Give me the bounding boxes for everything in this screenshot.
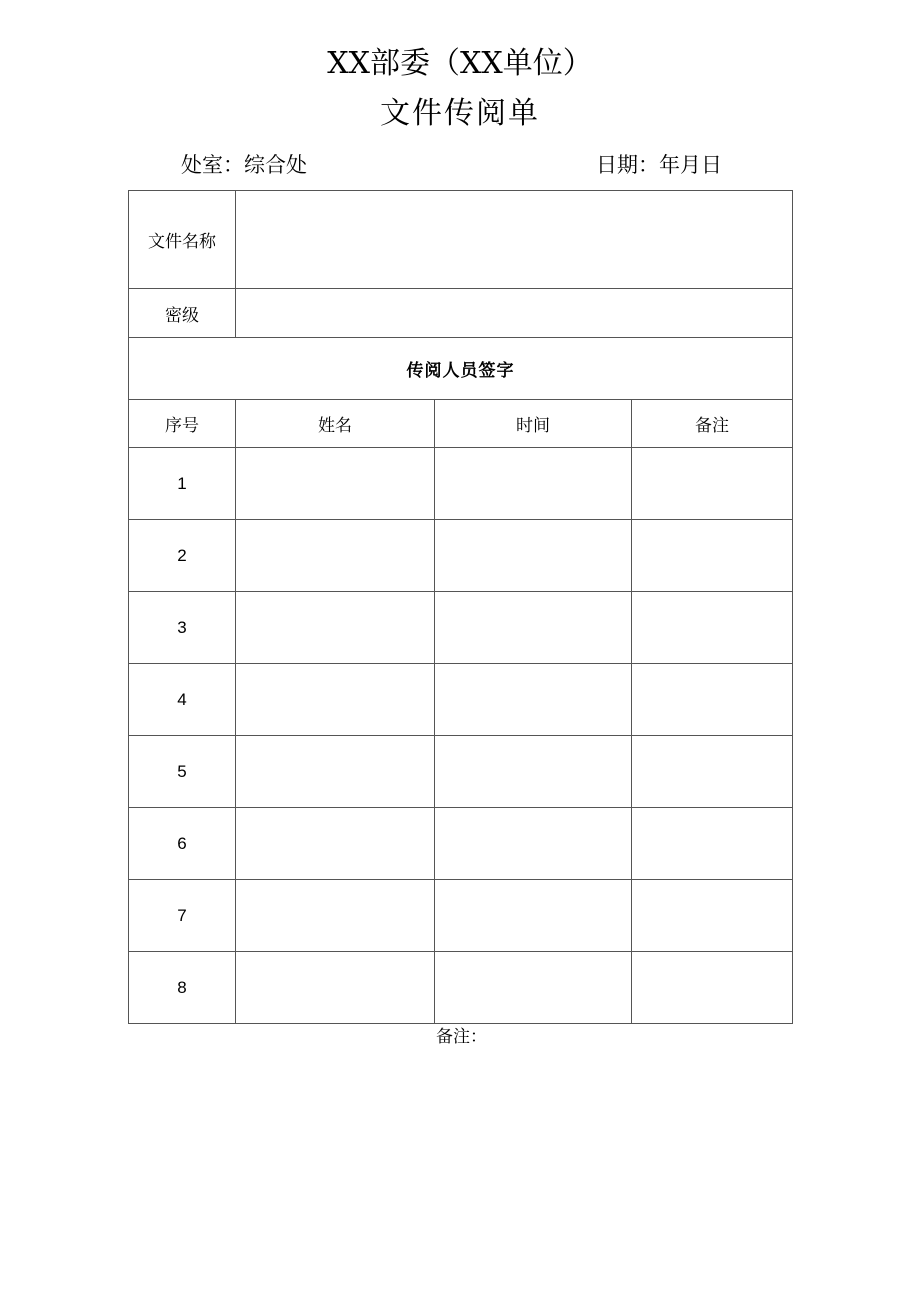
security-level-row: [129, 289, 793, 338]
column-header-remark: 备注: [632, 400, 793, 448]
table-row: [129, 448, 793, 520]
file-name-field[interactable]: [236, 191, 793, 289]
time-cell[interactable]: [435, 664, 632, 736]
time-cell[interactable]: [435, 880, 632, 952]
name-cell[interactable]: [236, 952, 435, 1024]
file-name-label: 文件名称: [129, 191, 236, 289]
table-header-row: [129, 400, 793, 448]
name-cell[interactable]: [236, 664, 435, 736]
remark-cell[interactable]: [632, 664, 793, 736]
row-number: 5: [129, 736, 236, 808]
time-cell[interactable]: [435, 448, 632, 520]
document-title: XX部委（XX单位）: [327, 46, 593, 81]
office-label: 处室：综合处: [181, 153, 307, 177]
row-number: 1: [129, 448, 236, 520]
row-number: 4: [129, 664, 236, 736]
signature-section-title: 传阅人员签字: [129, 338, 793, 400]
table-row: [129, 664, 793, 736]
name-cell[interactable]: [236, 808, 435, 880]
row-number: 7: [129, 880, 236, 952]
time-cell[interactable]: [435, 808, 632, 880]
time-cell[interactable]: [435, 592, 632, 664]
circulation-form-table: [128, 190, 793, 1024]
remark-cell[interactable]: [632, 448, 793, 520]
remark-cell[interactable]: [632, 592, 793, 664]
table-row: [129, 520, 793, 592]
row-number: 6: [129, 808, 236, 880]
table-row: [129, 592, 793, 664]
remark-cell[interactable]: [632, 736, 793, 808]
name-cell[interactable]: [236, 880, 435, 952]
row-number: 2: [129, 520, 236, 592]
note-label: 备注：: [436, 1027, 487, 1047]
column-header-number: 序号: [129, 400, 236, 448]
remark-cell[interactable]: [632, 520, 793, 592]
security-level-field[interactable]: [236, 289, 793, 338]
date-label: 日期：年月日: [596, 153, 722, 177]
time-cell[interactable]: [435, 520, 632, 592]
time-cell[interactable]: [435, 736, 632, 808]
name-cell[interactable]: [236, 520, 435, 592]
signature-rows: [129, 448, 793, 1024]
table-row: [129, 880, 793, 952]
document-subtitle: 文件传阅单: [380, 96, 540, 131]
table-row: [129, 808, 793, 880]
signature-section-row: [129, 338, 793, 400]
name-cell[interactable]: [236, 592, 435, 664]
column-header-name: 姓名: [236, 400, 435, 448]
row-number: 3: [129, 592, 236, 664]
name-cell[interactable]: [236, 736, 435, 808]
row-number: 8: [129, 952, 236, 1024]
table-row: [129, 952, 793, 1024]
security-level-label: 密级: [129, 289, 236, 338]
column-header-time: 时间: [435, 400, 632, 448]
name-cell[interactable]: [236, 448, 435, 520]
remark-cell[interactable]: [632, 808, 793, 880]
time-cell[interactable]: [435, 952, 632, 1024]
table-row: [129, 736, 793, 808]
file-name-row: [129, 191, 793, 289]
remark-cell[interactable]: [632, 952, 793, 1024]
remark-cell[interactable]: [632, 880, 793, 952]
